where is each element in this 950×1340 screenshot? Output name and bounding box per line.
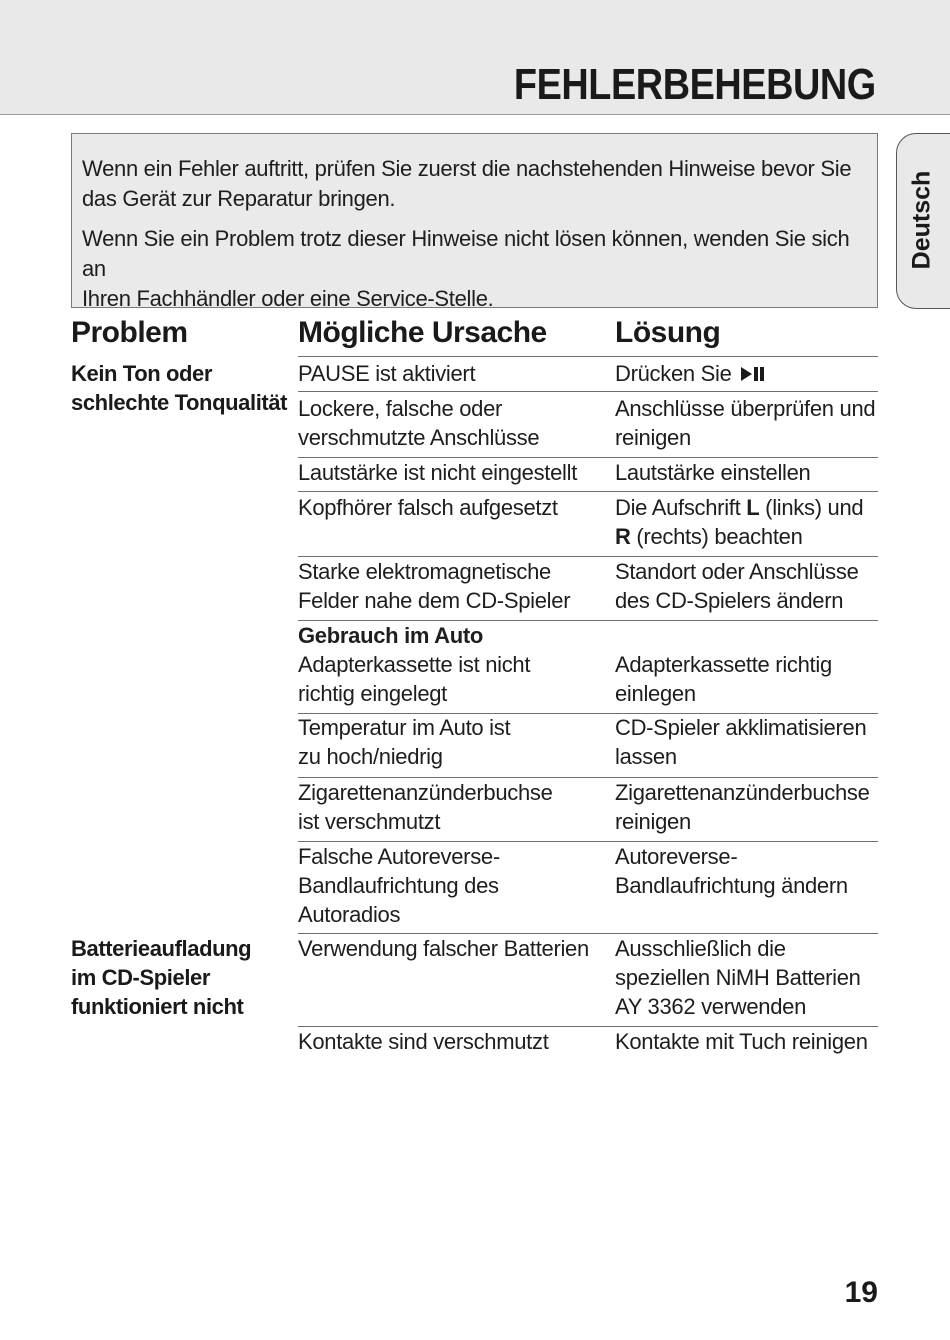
solution-line	[615, 493, 863, 522]
cause-line: Temperatur im Auto ist	[298, 715, 511, 740]
cause-line: Kopfhörer falsch aufgesetzt	[298, 495, 558, 520]
column-header-cause: Mögliche Ursache	[298, 316, 547, 349]
intro-box	[71, 133, 878, 311]
solution-cell	[615, 458, 811, 487]
cause-line: ist verschmutzt	[298, 809, 441, 834]
cause-line: Autoradios	[298, 902, 401, 927]
problem-battery-charging	[71, 934, 251, 1021]
cause-line: Verwendung falscher Batterien	[298, 936, 589, 961]
solution-line: reinigen	[615, 425, 691, 450]
intro-paragraph-2	[82, 224, 867, 314]
solution-text: Die Aufschrift	[615, 495, 747, 520]
problem-no-sound	[71, 359, 287, 417]
cause-cell	[298, 778, 553, 836]
cause-cell	[298, 842, 500, 929]
cause-line: verschmutzte Anschlüsse	[298, 425, 540, 450]
solution-cell	[615, 359, 771, 388]
solution-line: Zigarettenanzünderbuchse	[615, 780, 870, 805]
cause-line: Adapterkassette ist nicht	[298, 652, 531, 677]
solution-cell	[615, 650, 832, 708]
problem-line: Batterieaufladung	[71, 936, 252, 961]
intro-line: Wenn ein Fehler auftritt, prüfen Sie zuerst die nachstehenden Hinweise bevor Sie	[82, 156, 852, 181]
cause-line: Kontakte sind verschmutzt	[298, 1029, 549, 1054]
intro-line: Ihren Fachhändler oder eine Service-Stelle.	[82, 286, 494, 311]
cause-line: Bandlaufrichtung des	[298, 873, 499, 898]
intro-paragraph-1	[82, 154, 867, 214]
cause-cell	[298, 557, 570, 615]
cause-subheading: Gebrauch im Auto	[298, 623, 484, 648]
solution-line: Standort oder Anschlüsse	[615, 559, 859, 584]
solution-cell	[615, 557, 859, 615]
left-marker: L	[746, 495, 760, 520]
solution-line: Ausschließlich die	[615, 936, 786, 961]
solution-line: reinigen	[615, 809, 691, 834]
solution-cell	[615, 493, 863, 551]
column-header-problem: Problem	[71, 316, 188, 349]
cause-line: PAUSE ist aktiviert	[298, 361, 476, 386]
page-number: 19	[844, 1276, 878, 1309]
solution-line: Anschlüsse überprüfen und	[615, 396, 876, 421]
solution-line: einlegen	[615, 681, 696, 706]
solution-line: Autoreverse-	[615, 844, 738, 869]
problem-line: im CD-Spieler	[71, 965, 211, 990]
solution-line: Bandlaufrichtung ändern	[615, 873, 848, 898]
cause-line: Felder nahe dem CD-Spieler	[298, 588, 571, 613]
solution-line: AY 3362 verwenden	[615, 994, 807, 1019]
cause-line: Starke elektromagnetische	[298, 559, 551, 584]
problem-line: schlechte Tonqualität	[71, 390, 288, 415]
intro-line: Wenn Sie ein Problem trotz dieser Hinweise nicht lösen können, wenden Sie sich an	[82, 226, 850, 281]
solution-cell	[615, 713, 866, 771]
cause-cell	[298, 359, 475, 388]
cause-cell	[298, 1027, 549, 1056]
row-divider	[298, 391, 878, 392]
solution-line: lassen	[615, 744, 677, 769]
row-divider	[298, 491, 878, 492]
solution-line	[615, 522, 863, 551]
solution-line: Lautstärke einstellen	[615, 460, 811, 485]
cause-line: Falsche Autoreverse-	[298, 844, 500, 869]
solution-cell	[615, 778, 870, 836]
cause-line: Zigarettenanzünderbuchse	[298, 780, 553, 805]
solution-cell	[615, 842, 848, 900]
cause-cell	[298, 394, 539, 452]
problem-line: Kein Ton oder	[71, 361, 213, 386]
play-pause-icon	[739, 365, 771, 383]
cause-line: zu hoch/niedrig	[298, 744, 443, 769]
row-divider	[298, 356, 878, 357]
cause-line: Lockere, falsche oder	[298, 396, 503, 421]
solution-line: Drücken Sie	[615, 361, 732, 386]
cause-cell	[298, 458, 577, 487]
solution-text: (rechts) beachten	[630, 524, 803, 549]
solution-line: des CD-Spielers ändern	[615, 588, 844, 613]
cause-cell	[298, 934, 589, 963]
solution-line: Adapterkassette richtig	[615, 652, 832, 677]
column-header-solution: Lösung	[615, 316, 721, 349]
solution-cell	[615, 1027, 868, 1056]
solution-cell	[615, 394, 875, 452]
right-marker: R	[615, 524, 631, 549]
page-title: FEHLERBEHEBUNG	[514, 60, 876, 109]
cause-cell	[298, 493, 558, 522]
intro-line: das Gerät zur Reparatur bringen.	[82, 186, 396, 211]
cause-line: Lautstärke ist nicht eingestellt	[298, 460, 577, 485]
cause-cell	[298, 713, 510, 771]
solution-line: speziellen NiMH Batterien	[615, 965, 861, 990]
cause-line: richtig eingelegt	[298, 681, 447, 706]
cause-cell	[298, 621, 530, 708]
solution-line: Kontakte mit Tuch reinigen	[615, 1029, 868, 1054]
solution-text: (links) und	[759, 495, 864, 520]
language-tab-label: Deutsch	[907, 170, 936, 270]
solution-line: CD-Spieler akklimatisieren	[615, 715, 867, 740]
problem-line: funktioniert nicht	[71, 994, 244, 1019]
solution-cell	[615, 934, 861, 1021]
